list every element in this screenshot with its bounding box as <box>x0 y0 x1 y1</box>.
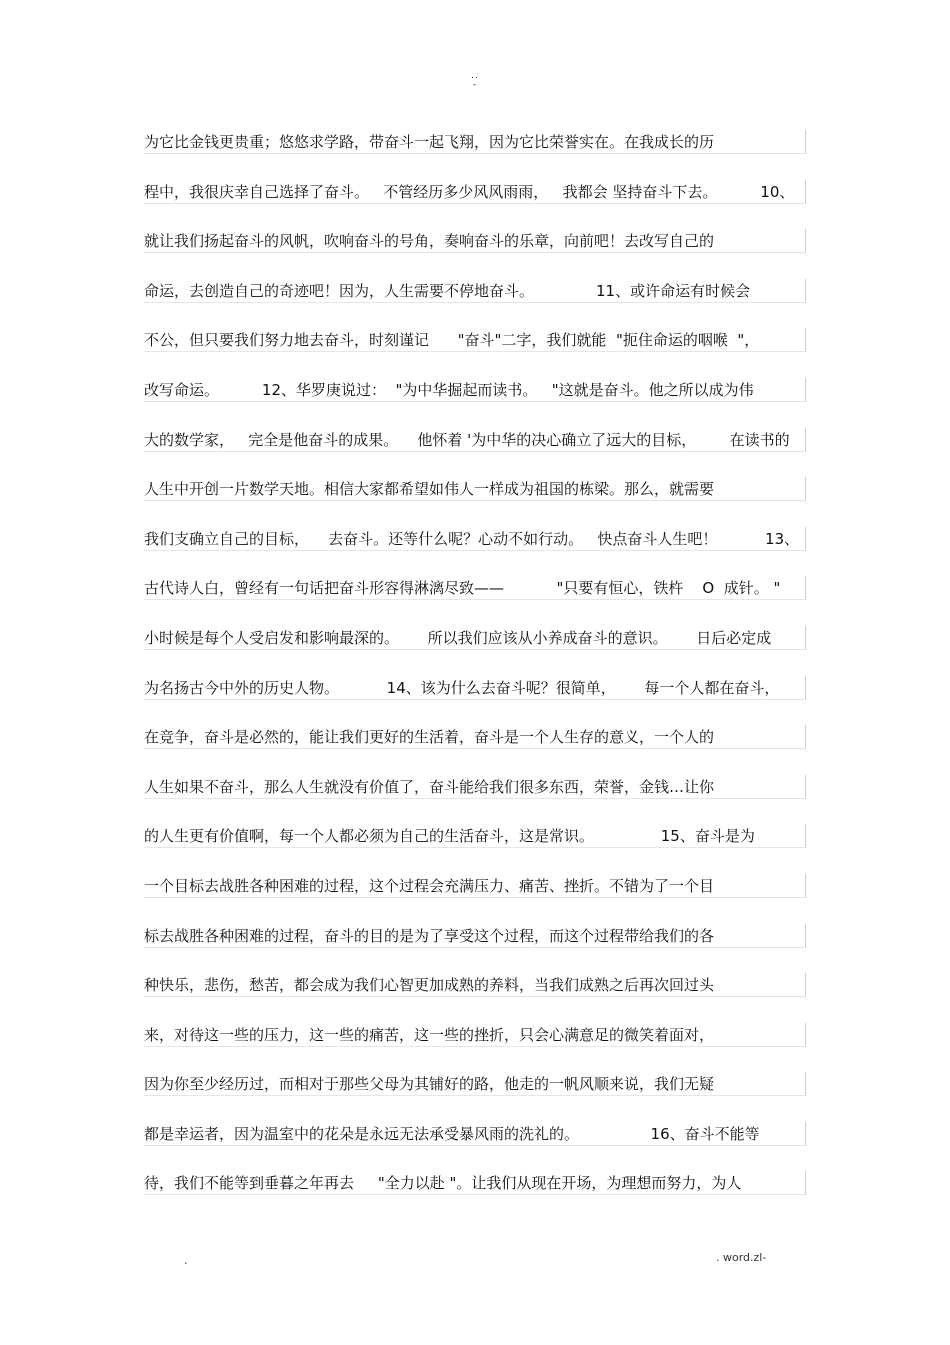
text-line-content: 在竞争，奋斗是必然的，能让我们更好的生活着，奋斗是一个人生存的意义，一个人的 <box>144 728 715 747</box>
text-line <box>144 475 806 525</box>
text-line-content: 改写命运。 12、华罗庚说过： "为中华掘起而读书。 "这就是奋斗。他之所以成为伟 <box>144 380 754 399</box>
footer-right-mark: . word.zl- <box>716 1251 767 1264</box>
text-line <box>144 1120 806 1170</box>
line-underline <box>144 203 806 204</box>
text-line <box>144 1021 806 1071</box>
text-line <box>144 574 806 624</box>
line-underline <box>144 351 806 352</box>
text-line-content: 程中，我很庆幸自己选择了奋斗。 不管经历多少风风雨雨， 我都会 坚持奋斗下去。 10、 <box>144 182 795 201</box>
line-right-border <box>805 1171 806 1195</box>
text-line-content: 大的数学家， 完全是他奋斗的成果。 他怀着 '为中华的决心确立了远大的目标， 在读书的 <box>144 430 790 449</box>
text-line <box>144 971 806 1021</box>
line-right-border <box>805 279 806 303</box>
line-underline <box>144 1095 806 1096</box>
line-right-border <box>805 973 806 997</box>
text-line <box>144 178 806 228</box>
line-underline <box>144 550 806 551</box>
line-right-border <box>805 328 806 352</box>
line-underline <box>144 302 806 303</box>
line-right-border <box>805 576 806 600</box>
text-line-content: 为它比金钱更贵重；悠悠求学路，带奋斗一起飞翔，因为它比荣誉实在。在我成长的历 <box>144 133 715 151</box>
line-underline <box>144 996 806 997</box>
line-right-border <box>805 378 806 402</box>
line-right-border <box>805 527 806 551</box>
text-line-content: 古代诗人白，曾经有一句话把奋斗形容得淋漓尽致—— "只要有恒心，铁杵 O 成针。 " <box>144 579 781 598</box>
line-underline <box>144 699 806 700</box>
text-line <box>144 128 806 178</box>
text-line-content: 标去战胜各种困难的过程，奋斗的目的是为了享受这个过程，而这个过程带给我们的各 <box>144 926 715 945</box>
text-line <box>144 872 806 922</box>
line-right-border <box>805 725 806 749</box>
line-right-border <box>805 180 806 204</box>
text-line-content: 一个目标去战胜各种困难的过程，这个过程会充满压力、痛苦、挫折。不错为了一个目 <box>144 876 715 895</box>
line-right-border <box>805 775 806 799</box>
header-mark: .. - <box>471 71 479 90</box>
text-line <box>144 277 806 327</box>
text-line <box>144 773 806 823</box>
text-line <box>144 525 806 575</box>
text-line <box>144 376 806 426</box>
line-right-border <box>805 626 806 650</box>
text-line-content: 为名扬古今中外的历史人物。 14、该为什么去奋斗呢？很简单， 每一个人都在奋斗， <box>144 678 780 697</box>
line-underline <box>144 947 806 948</box>
text-line <box>144 426 806 476</box>
text-line-content: 人生中开创一片数学天地。相信大家都希望如伟人一样成为祖国的栋梁。那么，就需要 <box>144 480 715 499</box>
line-right-border <box>805 1023 806 1047</box>
line-right-border <box>805 477 806 501</box>
text-line-content: 人生如果不奋斗，那么人生就没有价值了，奋斗能给我们很多东西，荣誉，金钱…让你 <box>144 777 715 796</box>
text-line-content: 待，我们不能等到垂暮之年再去 "全力以赴 "。让我们从现在开场，为理想而努力，为人 <box>144 1174 742 1193</box>
text-line-content: 种快乐，悲伤，愁苦，都会成为我们心智更加成熟的养料，当我们成熟之后再次回过头 <box>144 976 715 995</box>
line-underline <box>144 1145 806 1146</box>
text-line-content: 因为你至少经历过，而相对于那些父母为其铺好的路，他走的一帆风顺来说，我们无疑 <box>144 1075 715 1094</box>
line-underline <box>144 649 806 650</box>
line-underline <box>144 1046 806 1047</box>
line-right-border <box>805 1122 806 1146</box>
text-line-content: 的人生更有价值啊，每一个人都必须为自己的生活奋斗，这是常识。 15、奋斗是为 <box>144 827 755 846</box>
text-line <box>144 674 806 724</box>
text-line <box>144 723 806 773</box>
text-line <box>144 227 806 277</box>
line-underline <box>144 153 806 154</box>
text-line <box>144 822 806 872</box>
text-line <box>144 922 806 972</box>
line-underline <box>144 798 806 799</box>
text-line <box>144 624 806 674</box>
line-underline <box>144 1194 806 1195</box>
line-right-border <box>805 229 806 253</box>
body-text <box>144 128 806 1219</box>
text-line <box>144 1169 806 1219</box>
line-underline <box>144 847 806 848</box>
line-right-border <box>805 428 806 452</box>
footer-left-mark: . <box>184 1254 188 1267</box>
text-line <box>144 326 806 376</box>
line-right-border <box>805 676 806 700</box>
line-right-border <box>805 1072 806 1096</box>
line-underline <box>144 451 806 452</box>
text-line-content: 我们支确立自己的目标， 去奋斗。还等什么呢？心动不如行动。 快点奋斗人生吧！ 13、 <box>144 529 800 548</box>
text-line-content: 命运，去创造自己的奇迹吧！因为，人生需要不停地奋斗。 11、或许命运有时候会 <box>144 281 751 300</box>
line-right-border <box>805 824 806 848</box>
line-underline <box>144 748 806 749</box>
line-right-border <box>805 874 806 898</box>
line-underline <box>144 252 806 253</box>
text-line <box>144 1070 806 1120</box>
text-line-content: 不公，但只要我们努力地去奋斗，时刻谨记 "奋斗"二字，我们就能 "扼住命运的咽喉 "， <box>144 331 760 350</box>
line-underline <box>144 500 806 501</box>
text-line-content: 就让我们扬起奋斗的风帆，吹响奋斗的号角，奏响奋斗的乐章，向前吧！去改写自己的 <box>144 232 715 251</box>
line-right-border <box>805 130 806 154</box>
line-underline <box>144 897 806 898</box>
text-line-content: 来，对待这一些的压力，这一些的痛苦，这一些的挫折，只会心满意足的微笑着面对， <box>144 1025 715 1044</box>
line-underline <box>144 401 806 402</box>
text-line-content: 都是幸运者，因为温室中的花朵是永远无法承受暴风雨的洗礼的。 16、奋斗不能等 <box>144 1124 760 1143</box>
line-underline <box>144 599 806 600</box>
line-right-border <box>805 924 806 948</box>
text-line-content: 小时候是每个人受启发和影响最深的。 所以我们应该从小养成奋斗的意识。 日后必定成 <box>144 628 772 647</box>
